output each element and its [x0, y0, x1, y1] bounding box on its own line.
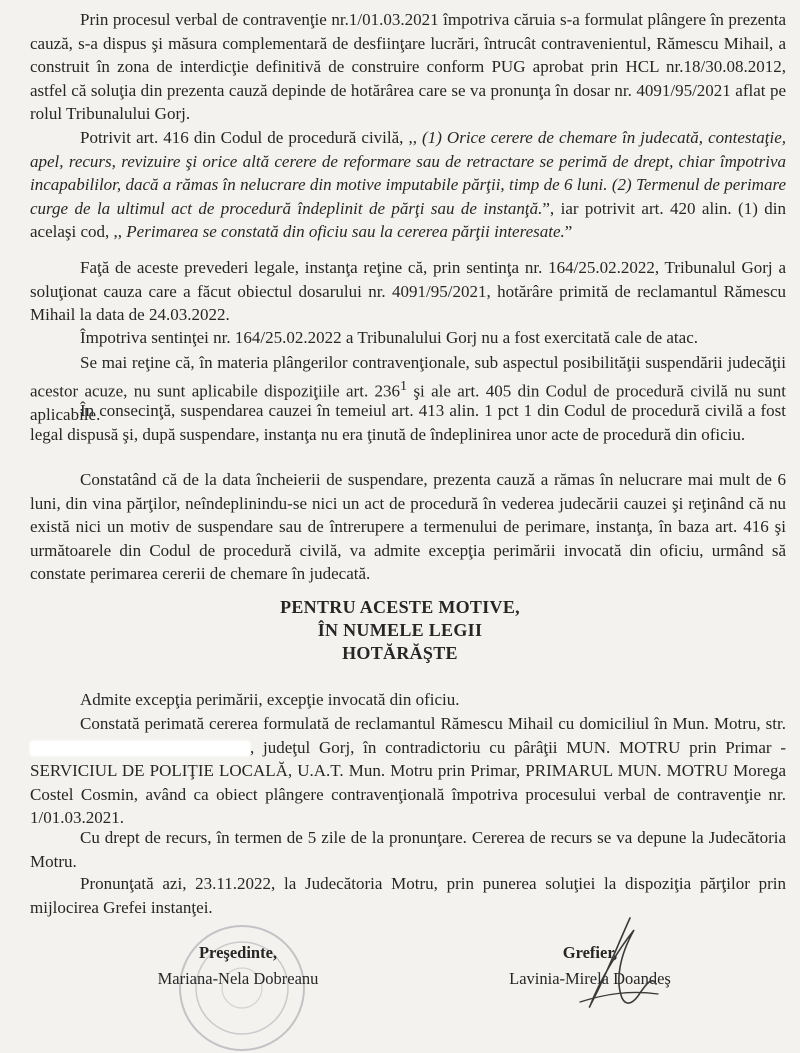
paragraph-art-416-end: ” — [564, 222, 573, 241]
heading-numele-legii: ÎN NUMELE LEGII — [317, 620, 483, 640]
president-signature-block — [118, 940, 358, 992]
quote-art-420: Perimarea se constată din oficiu sau la cererea părţii interesate. — [126, 222, 565, 241]
redacted-address — [30, 741, 250, 756]
paragraph-art-416-middle: ”, iar potrivit art. 420 alin. (1) din acelaşi cod, ,, — [30, 198, 786, 241]
paragraph-contraventie: Prin procesul verbal de contravenţie nr.1/01.03.2021 împotriva căruia s-a formulat plângere în prezenta cauză, s-a dispus şi măsura complementară de desfiinţare lucrări, întrucât contravenientul, Rămescu Mihail, a construit în zona de interdicţie definitivă de construire conform PUG aprobat prin HCL nr.18/30.08.2012, astfel că soluţia din prezenta cauză depinde de hotărârea care se va pronunţa în dosar nr. 4091/95/2021 aflat pe rolul Tribunalului Gorj. — [30, 10, 786, 123]
ruling-constata — [30, 712, 786, 830]
handwritten-signature — [560, 910, 680, 1020]
superscript-1: 1 — [400, 377, 408, 394]
paragraph-consecinta: În consecinţă, suspendarea cauzei în temeiul art. 413 alin. 1 pct 1 din Codul de procedură civilă a fost legal dispusă şi, după suspendare, instanţa nu era ţinută de îndeplinirea unor acte de procedură din oficiu. — [30, 401, 786, 444]
ruling-recurs: Cu drept de recurs, în termen de 5 zile de la pronunţare. Cererea de recurs se va depune la Judecătoria Motru. — [30, 828, 786, 871]
president-role: Preşedinte, — [198, 943, 278, 962]
paragraph-cale-atac: Împotriva sentinţei nr. 164/25.02.2022 a Tribunalului Gorj nu a fost exercitată cale de atac. — [80, 328, 698, 347]
paragraph-suspendare-a: Se mai reţine că, în materia plângerilor contravenţionale, sub aspectul posibilităţii suspendării judecăţii acestor acuze, nu sunt aplicabile dispoziţiile art. 236 — [30, 353, 786, 401]
paragraph-constatand: Constatând că de la data încheierii de suspendare, prezenta cauză a rămas în nelucrare mai mult de 6 luni, din vina părţilor, neîndeplinindu-se nici un act de procedură în vederea judecării cauzei şi reţinând că nu există nici un motiv de suspendare sau de întrerupere a termenului de perimare, instanţa, în baza art. 416 şi următoarele din Codul de procedură civilă, va admite excepţia perimării invocată din oficiu, urmând să constate perimarea cererii de chemare în judecată. — [30, 470, 786, 583]
paragraph-sentinta: Faţă de aceste prevederi legale, instanţa reţine că, prin sentinţa nr. 164/25.02.2022, Tribunalul Gorj a soluţionat cauza care a făcut obiectul dosarului nr. 4091/95/2021, hotărâre primită de reclamantul Rămescu Mihail la data de 24.03.2022. — [30, 258, 786, 324]
ruling-constata-b: , judeţul Gorj, în contradictoriu cu pârâţii MUN. MOTRU prin Primar - SERVICIUL DE POLIŢIE LOCALĂ, U.A.T. Mun. Motru prin Primar, PRIMARUL MUN. MOTRU Morega Costel Cosmin, având ca obiect plângere contravenţională împotriva procesului verbal de contravenţie nr. 1/01.03.2021. — [30, 737, 786, 827]
quote-art-416: (1) Orice cerere de chemare în judecată, contestaţie, apel, recurs, revizuire şi orice altă cerere de reformare sau de retractare se perimă de drept, chiar împotriva incapabililor, dacă a rămas în nelucrare din motive imputabile părţii, timp de 6 luni. (2) Termenul de perimare curge de la ultimul act de procedură îndeplinit de părţi sau de instanţă. — [30, 128, 786, 218]
paragraph-art-416-intro: Potrivit art. 416 din Codul de procedură civilă, ,, — [80, 128, 423, 147]
ruling-admite: Admite excepţia perimării, excepţie invocată din oficiu. — [80, 690, 460, 709]
paragraph-suspendare-b: şi ale art. 405 din Codul de procedură civilă nu sunt aplicabile. — [30, 381, 786, 424]
clerk-name: Lavinia-Mirela Doandeş — [509, 969, 671, 988]
heading-motive: PENTRU ACESTE MOTIVE, — [280, 597, 520, 617]
heading-hotaraste: HOTĂRĂŞTE — [342, 643, 458, 663]
paragraph-art-416 — [30, 126, 786, 244]
ruling-pronuntata: Pronunţată azi, 23.11.2022, la Judecătoria Motru, prin punerea soluţiei la dispoziţia părţilor prin mijlocirea Grefei instanţei. — [30, 874, 786, 917]
president-name: Mariana-Nela Dobreanu — [157, 969, 319, 988]
ruling-constata-a: Constată perimată cererea formulată de reclamantul Rămescu Mihail cu domiciliul în Mun. Motru, str. — [80, 714, 786, 733]
clerk-role: Grefier, — [562, 943, 618, 962]
